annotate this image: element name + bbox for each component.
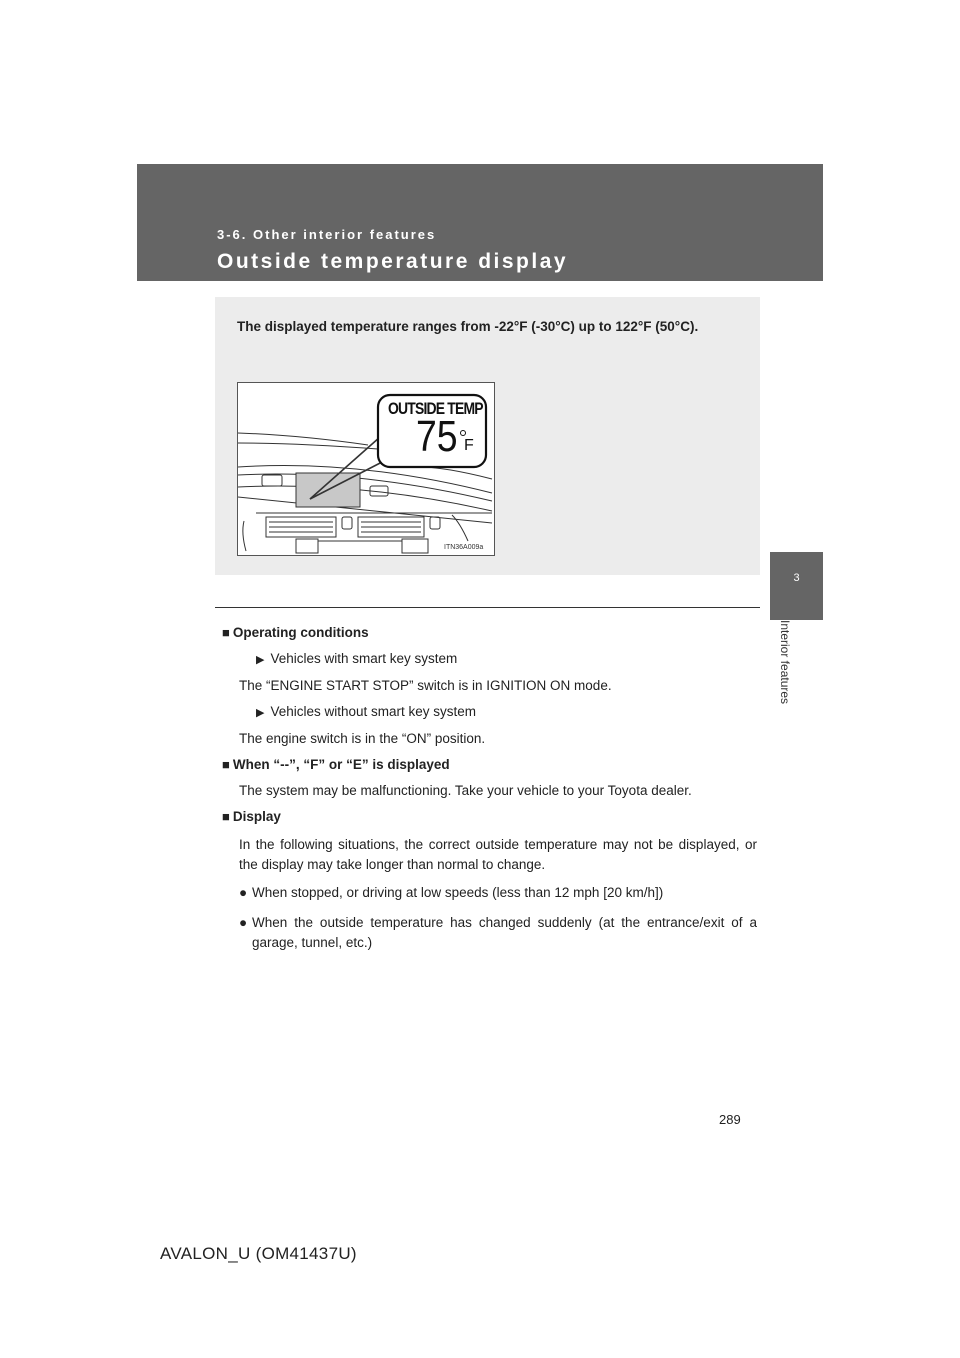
- triangle-bullet-icon: ▶: [256, 654, 265, 666]
- list-item: ● When stopped, or driving at low speeds (less than 12 mph [20 km/h]): [239, 883, 757, 903]
- summary-text: The displayed temperature ranges from -22°F (-30°C) up to 122°F (50°C).: [237, 319, 699, 334]
- figure-code: ITN36A009a: [444, 544, 484, 551]
- section-heading-display: ■ Display: [222, 809, 281, 824]
- list-item: ● When the outside temperature has changed suddenly (at the entrance/exit of a garage, tunnel, etc.): [239, 913, 757, 953]
- chapter-tab: [770, 552, 823, 620]
- content-body: [222, 625, 757, 963]
- circle-bullet-icon: ●: [239, 885, 248, 900]
- square-bullet-icon: ■: [222, 757, 230, 772]
- vehicle-type-label: ▶ Vehicles with smart key system: [256, 651, 458, 666]
- page-title: Outside temperature display: [217, 250, 569, 273]
- chapter-number: 3: [793, 572, 800, 584]
- section-heading-operating: ■ Operating conditions: [222, 625, 369, 640]
- square-bullet-icon: ■: [222, 625, 230, 640]
- circle-bullet-icon: ●: [239, 915, 248, 930]
- summary-box: [215, 297, 760, 575]
- page-number: 289: [719, 1112, 741, 1127]
- chapter-header: [137, 164, 823, 281]
- vehicle-type-label: ▶ Vehicles without smart key system: [256, 704, 477, 719]
- section-heading-displayed: ■ When “--”, “F” or “E” is displayed: [222, 757, 450, 772]
- paragraph: The engine switch is in the “ON” position.: [239, 731, 486, 746]
- triangle-bullet-icon: ▶: [256, 707, 265, 719]
- section-divider: [215, 607, 760, 608]
- dashboard-illustration: [237, 382, 495, 556]
- chapter-label: Interior features: [778, 620, 792, 705]
- degree-symbol: [460, 430, 466, 436]
- paragraph: The system may be malfunctioning. Take your vehicle to your Toyota dealer.: [239, 783, 692, 798]
- paragraph: The “ENGINE START STOP” switch is in IGNITION ON mode.: [239, 678, 612, 693]
- temperature-readout: 75: [416, 412, 458, 461]
- section-label: 3-6. Other interior features: [217, 227, 437, 242]
- document-footer: AVALON_U (OM41437U): [160, 1244, 357, 1263]
- paragraph: In the following situations, the correct outside temperature may not be displayed, or the display may take longer than normal to change.: [239, 837, 757, 872]
- callout-label: OUTSIDE TEMP: [388, 399, 483, 418]
- square-bullet-icon: ■: [222, 809, 230, 824]
- temperature-unit: F: [464, 437, 474, 454]
